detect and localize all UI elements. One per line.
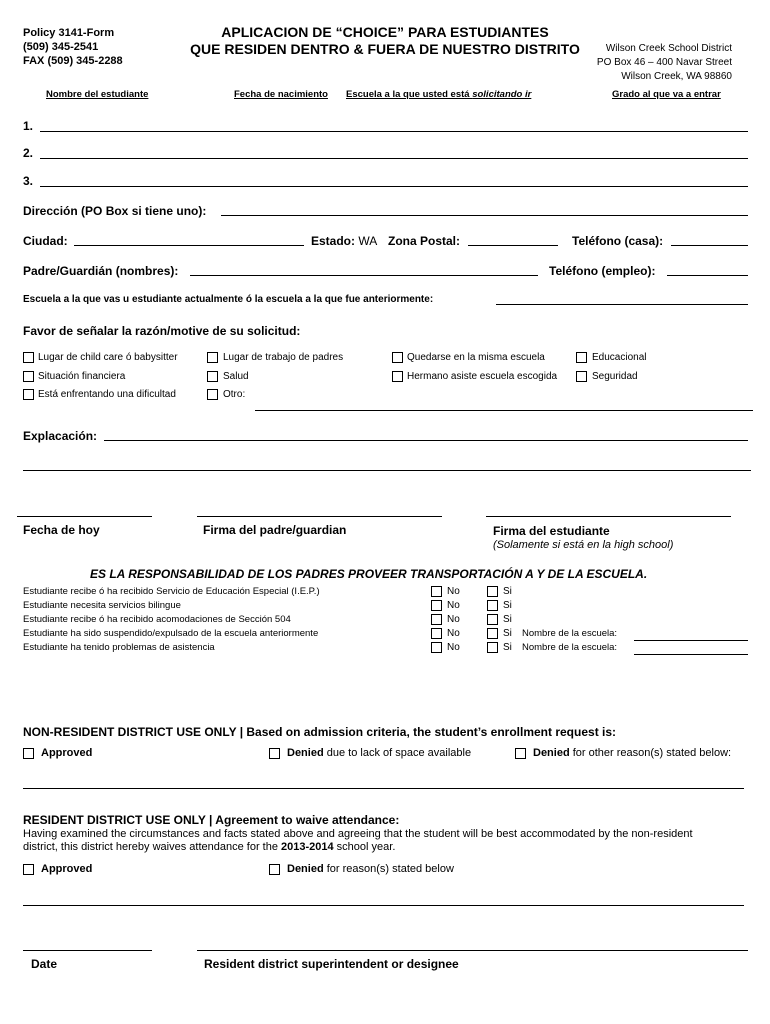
q5-school-name-line[interactable]: [634, 654, 748, 655]
col-school-text: Escuela a la que usted está: [346, 89, 473, 100]
checkbox-educational[interactable]: [576, 352, 587, 363]
col-school-italic: solicitando ir: [472, 89, 532, 100]
footer-date-line[interactable]: [23, 950, 152, 951]
q5-yes-label: Si: [503, 642, 512, 653]
col-grade: Grado al que va a entrar: [612, 89, 721, 100]
district-name: Wilson Creek School District: [605, 43, 732, 54]
col-birth-date: Fecha de nacimiento: [234, 89, 328, 100]
explanation-line-2[interactable]: [23, 470, 751, 471]
q4-school-name-line[interactable]: [634, 640, 748, 641]
date-label: Fecha de hoy: [23, 523, 100, 537]
q1-yes-label: Si: [503, 586, 512, 597]
reason-parent-work-label: Lugar de trabajo de padres: [223, 352, 344, 363]
city-line[interactable]: [74, 245, 304, 246]
form-title: [160, 24, 610, 58]
reason-health-label: Salud: [223, 371, 249, 382]
state-text: Estado:: [311, 234, 356, 248]
row-2-line[interactable]: [40, 158, 748, 159]
q3-no-label: No: [447, 614, 460, 625]
current-school-line[interactable]: [496, 304, 748, 305]
state-label: [311, 234, 377, 248]
col-student-name: Nombre del estudiante: [46, 89, 149, 100]
denied-other-bold: Denied: [533, 747, 570, 759]
reason-same-school-label: Quedarse en la misma escuela: [407, 352, 545, 363]
address-label: Dirección (PO Box si tiene uno):: [23, 204, 207, 218]
reason-childcare-label: Lugar de child care ó babysitter: [38, 352, 178, 363]
header-contact: [23, 26, 123, 68]
checkbox-q3-yes[interactable]: [487, 614, 498, 625]
q2-yes-label: Si: [503, 600, 512, 611]
checkbox-nonresident-denied-other[interactable]: [515, 748, 526, 759]
checkbox-q1-yes[interactable]: [487, 586, 498, 597]
checkbox-q4-yes[interactable]: [487, 628, 498, 639]
reason-title: Favor de señalar la razón/motive de su solicitud:: [23, 324, 301, 338]
title-line-2: QUE RESIDEN DENTRO & FUERA DE NUESTRO DISTRITO: [190, 41, 580, 57]
phone-work-line[interactable]: [667, 275, 748, 276]
district-address: [570, 42, 732, 84]
title-line-1: APLICACION DE “CHOICE” PARA ESTUDIANTES: [221, 24, 549, 40]
q3-yes-label: Si: [503, 614, 512, 625]
reason-financial-label: Situación financiera: [38, 371, 126, 382]
state-value: WA: [358, 234, 378, 248]
q1-no-label: No: [447, 586, 460, 597]
resident-title: RESIDENT DISTRICT USE ONLY | Agreement to waive attendance:: [23, 813, 400, 827]
phone-number: (509) 345-2541: [23, 41, 99, 53]
resident-approved-label: Approved: [41, 863, 93, 875]
resident-paragraph: [23, 828, 723, 854]
question-suspended: Estudiante ha sido suspendido/expulsado de la escuela anteriormente: [23, 628, 319, 639]
footer-date-label: Date: [31, 957, 58, 971]
denied-space-bold: Denied: [287, 747, 324, 759]
nonresident-approved-label: Approved: [41, 747, 93, 759]
row-1-line[interactable]: [40, 131, 748, 132]
resident-denied-label: [287, 863, 454, 875]
reason-difficulty-label: Está enfrentando una dificultad: [38, 389, 176, 400]
parent-line[interactable]: [190, 275, 538, 276]
row-2-label: 2.: [23, 146, 34, 160]
q4-yes-label: Si: [503, 628, 512, 639]
question-504: Estudiante recibe ó ha recibido acomodaciones de Sección 504: [23, 614, 291, 625]
checkbox-q3-no[interactable]: [431, 614, 442, 625]
student-signature-note: (Solamente si está en la high school): [493, 539, 674, 551]
footer-superintendent-label: Resident district superintendent or designee: [204, 957, 459, 971]
phone-home-label: Teléfono (casa):: [572, 234, 664, 248]
zip-label: Zona Postal:: [388, 234, 461, 248]
reason-other-label: Otro:: [223, 389, 246, 400]
checkbox-nonresident-approved[interactable]: [23, 748, 34, 759]
checkbox-health[interactable]: [207, 371, 218, 382]
phone-work-label: Teléfono (empleo):: [549, 264, 656, 278]
checkbox-q5-yes[interactable]: [487, 642, 498, 653]
row-3-label: 3.: [23, 174, 34, 188]
zip-line[interactable]: [468, 245, 558, 246]
checkbox-q4-no[interactable]: [431, 628, 442, 639]
resident-denied-bold: Denied: [287, 863, 324, 875]
checkbox-q1-no[interactable]: [431, 586, 442, 597]
reason-educational-label: Educacional: [592, 352, 647, 363]
col-school: [346, 89, 531, 100]
current-school-label: Escuela a la que vas u estudiante actualmente ó la escuela a la que fue anteriormente:: [23, 294, 434, 305]
checkbox-q5-no[interactable]: [431, 642, 442, 653]
q5-no-label: No: [447, 642, 460, 653]
resident-reason-line[interactable]: [23, 905, 744, 906]
checkbox-financial[interactable]: [23, 371, 34, 382]
policy-number: Policy 3141-Form: [23, 27, 115, 39]
explanation-label: Explacación:: [23, 429, 98, 443]
reason-sibling-label: Hermano asiste escuela escogida: [407, 371, 558, 382]
checkbox-nonresident-denied-space[interactable]: [269, 748, 280, 759]
nonresident-denied-space-label: [287, 747, 471, 759]
address-line[interactable]: [221, 215, 748, 216]
resident-denied-text: for reason(s) stated below: [323, 863, 454, 875]
nonresident-title: NON-RESIDENT DISTRICT USE ONLY | Based on admission criteria, the student’s enrollment request is:: [23, 725, 617, 739]
district-street: PO Box 46 – 400 Navar Street: [596, 57, 732, 68]
responsibility-notice: ES LA RESPONSABILIDAD DE LOS PADRES PROVEER TRANSPORTACIÓN A Y DE LA ESCUELA.: [90, 567, 648, 581]
question-bilingual: Estudiante necesita servicios bilingue: [23, 600, 181, 611]
checkbox-resident-denied[interactable]: [269, 864, 280, 875]
checkbox-childcare[interactable]: [23, 352, 34, 363]
checkbox-same-school[interactable]: [392, 352, 403, 363]
date-sign-line[interactable]: [17, 516, 152, 517]
checkbox-difficulty[interactable]: [23, 389, 34, 400]
checkbox-resident-approved[interactable]: [23, 864, 34, 875]
q4-no-label: No: [447, 628, 460, 639]
fax-number: FAX (509) 345-2288: [23, 55, 123, 67]
question-iep: Estudiante recibe ó ha recibido Servicio de Educación Especial (I.E.P.): [23, 586, 320, 597]
q4-school-name-label: Nombre de la escuela:: [522, 628, 618, 639]
nonresident-reason-line[interactable]: [23, 788, 744, 789]
footer-superintendent-line[interactable]: [197, 950, 748, 951]
phone-home-line[interactable]: [671, 245, 748, 246]
row-3-line[interactable]: [40, 186, 748, 187]
student-sign-line[interactable]: [486, 516, 731, 517]
checkbox-parent-work[interactable]: [207, 352, 218, 363]
other-line[interactable]: [255, 410, 753, 411]
checkbox-q2-no[interactable]: [431, 600, 442, 611]
denied-other-text: for other reason(s) stated below:: [569, 747, 732, 759]
parent-sign-line[interactable]: [197, 516, 442, 517]
explanation-line-1[interactable]: [104, 440, 748, 441]
resident-year: 2013-2014: [281, 841, 334, 853]
nonresident-denied-other-label: [533, 747, 731, 759]
checkbox-sibling[interactable]: [392, 371, 403, 382]
checkbox-q2-yes[interactable]: [487, 600, 498, 611]
parent-label: Padre/Guardián (nombres):: [23, 264, 179, 278]
q2-no-label: No: [447, 600, 460, 611]
denied-space-text: due to lack of space available: [323, 747, 472, 759]
student-signature-label: Firma del estudiante: [493, 524, 610, 538]
district-city: Wilson Creek, WA 98860: [621, 71, 732, 82]
resident-para-a: Having examined the circumstances and facts stated above and agreeing that the student will be best accommodated by the non-resident district, this district hereby waives attendance for the: [23, 828, 693, 853]
city-label: Ciudad:: [23, 234, 68, 248]
reason-safety-label: Seguridad: [592, 371, 638, 382]
row-1-label: 1.: [23, 119, 34, 133]
checkbox-safety[interactable]: [576, 371, 587, 382]
parent-signature-label: Firma del padre/guardian: [203, 523, 347, 537]
question-attendance: Estudiante ha tenido problemas de asistencia: [23, 642, 215, 653]
resident-para-b: school year.: [333, 841, 396, 853]
q5-school-name-label: Nombre de la escuela:: [522, 642, 618, 653]
checkbox-other[interactable]: [207, 389, 218, 400]
